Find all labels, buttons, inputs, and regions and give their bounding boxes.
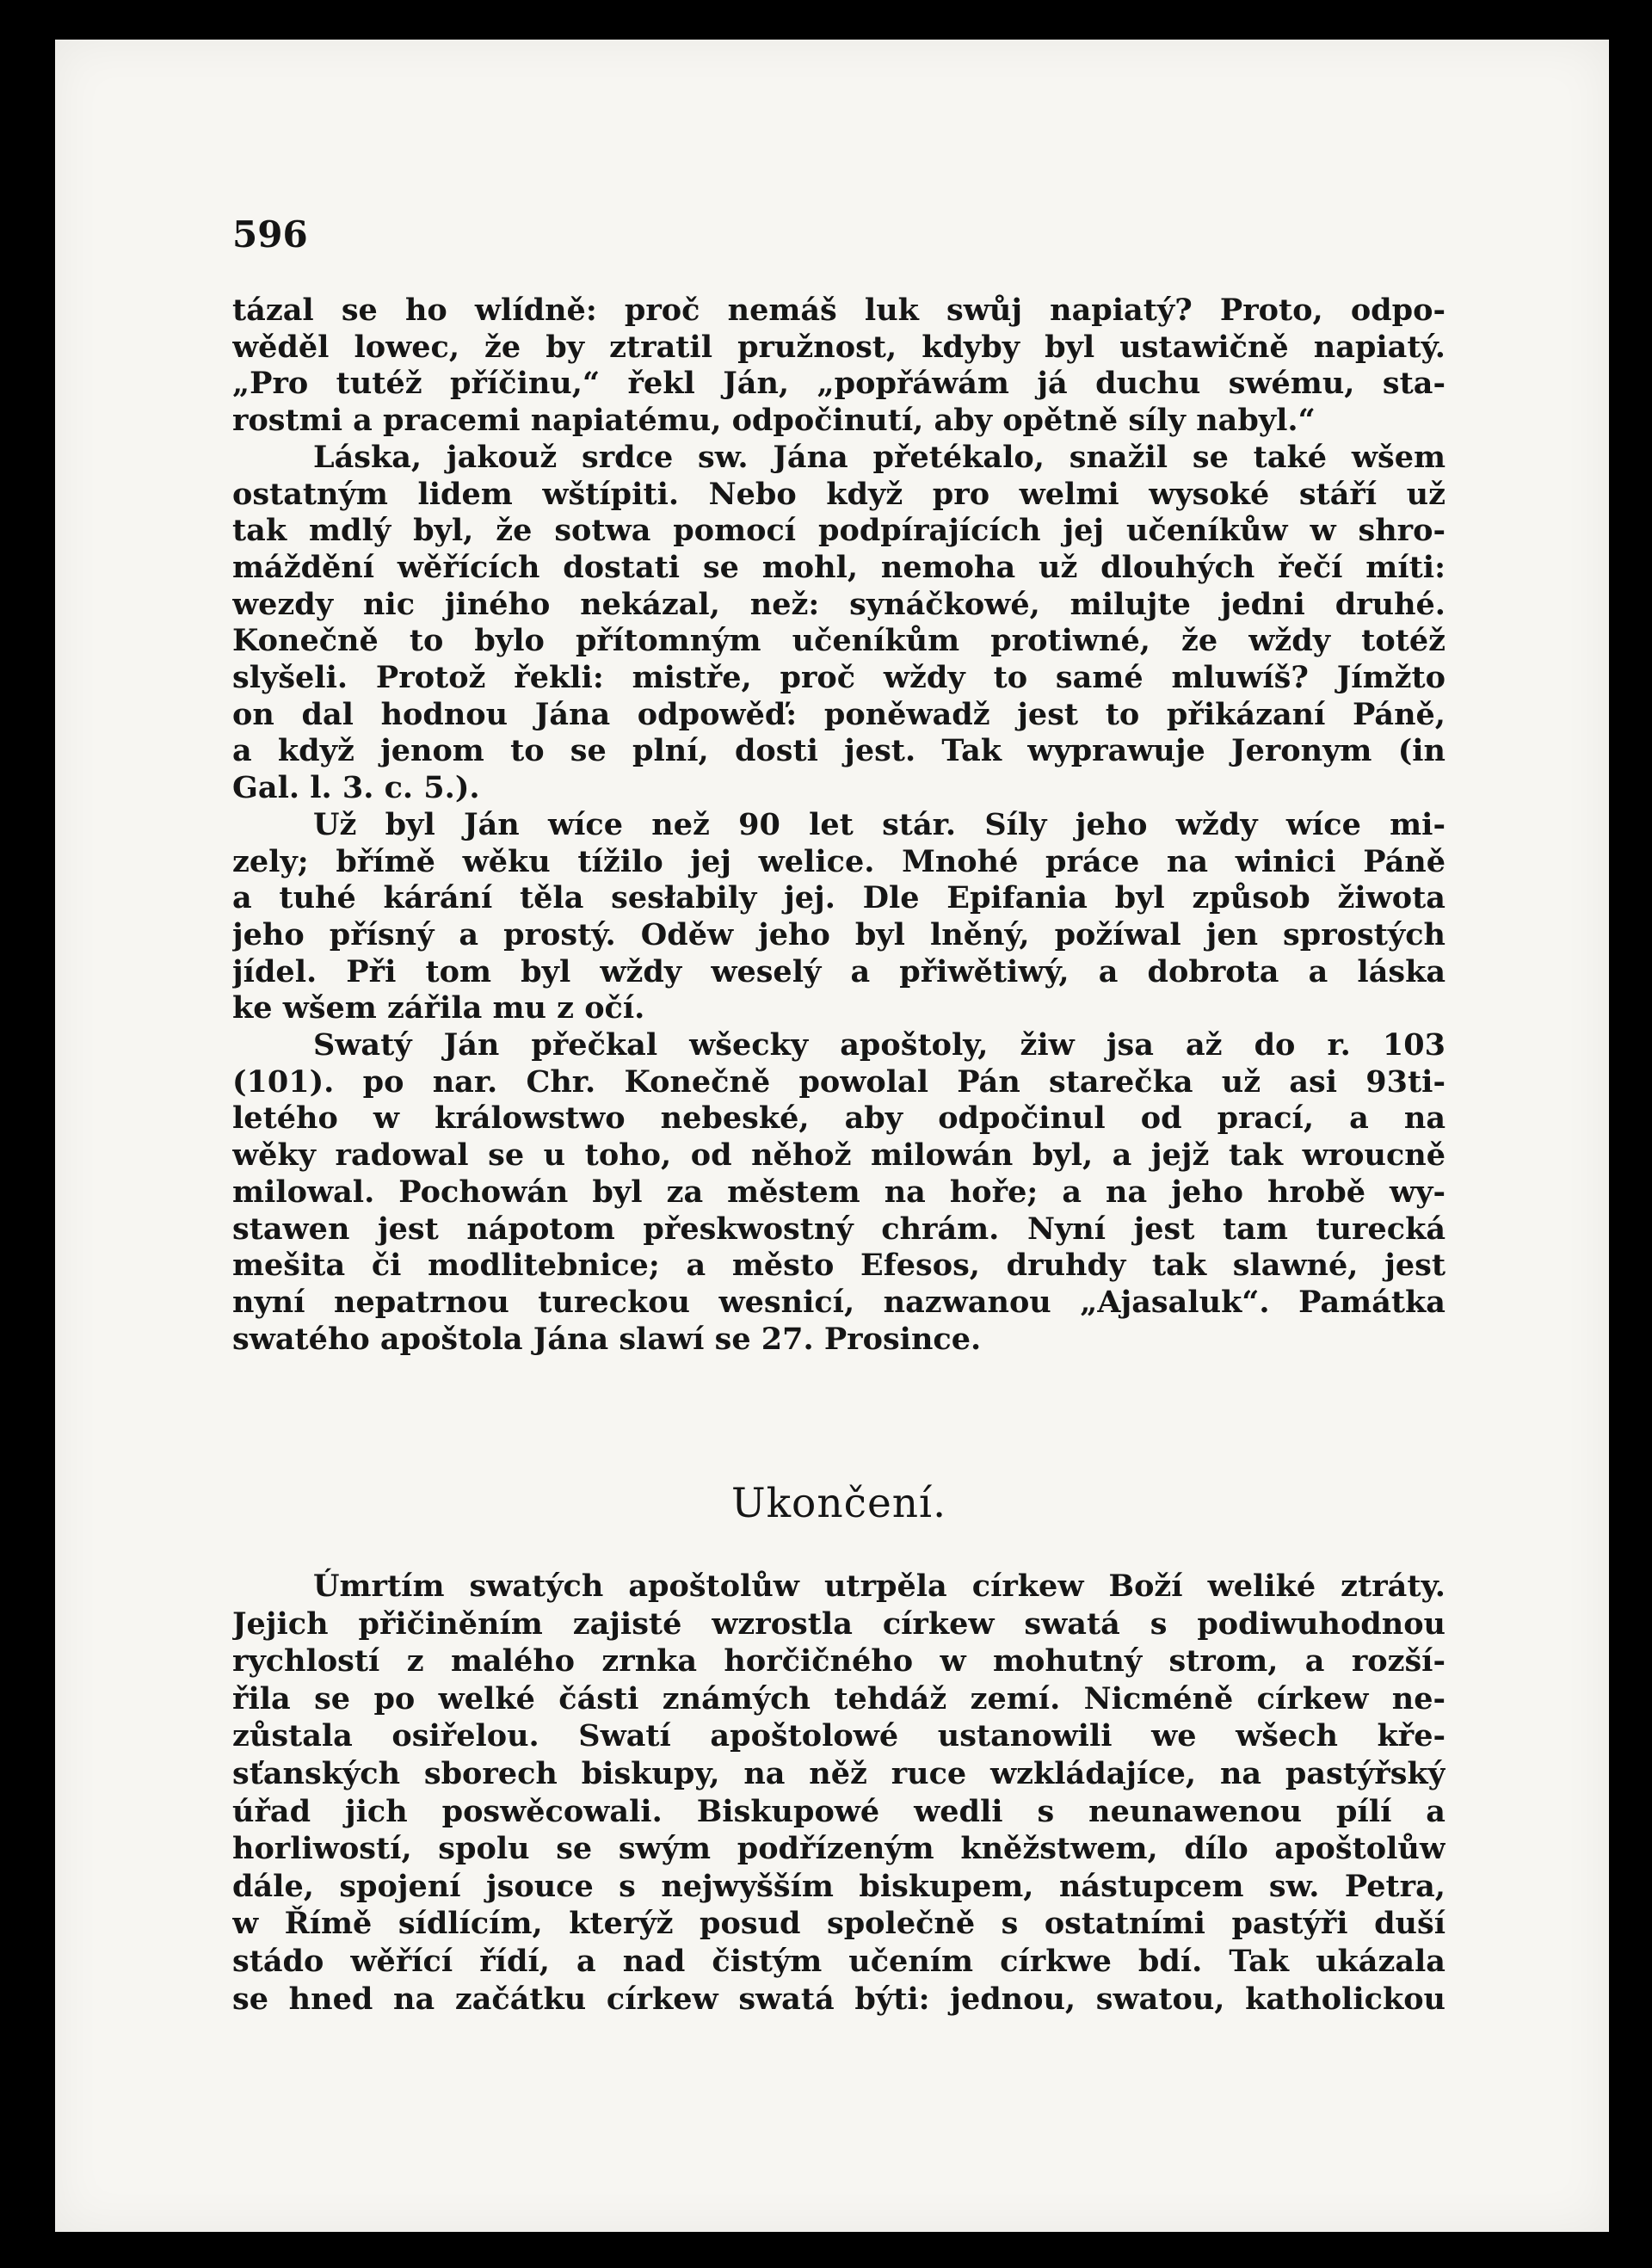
body-text-bottom (232, 1568, 1446, 2018)
text-line: horliwostí, spolu se swým podřízeným kněžstwem, dílo apoštolůw (232, 1831, 1446, 1867)
page-number: 596 (232, 213, 308, 256)
text-line: zely; břímě wěku tížilo jej welice. Mnohé práce na winici Páně (232, 843, 1446, 879)
text-line: Gal. l. 3. c. 5.). (232, 770, 480, 806)
text-line: a tuhé kárání těla sesłabily jej. Dle Epifania byl způsob žiwota (232, 880, 1446, 916)
text-line: Jejich přičiněním zajisté wzrostla církew swatá s podiwuhodnou (232, 1605, 1446, 1642)
text-line: „Pro tutéž příčinu,“ řekl Ján, „popřáwám já duchu swému, sta- (232, 366, 1446, 402)
text-line: sťanských sborech biskupy, na něž ruce wzkládajíce, na pastýřský (232, 1755, 1446, 1791)
text-line: ostatným lidem wštípiti. Nebo když pro welmi wysoké stáří už (232, 476, 1446, 512)
text-line: Swatý Ján přečkal wšecky apoštoly, žiw jsa až do r. 103 (313, 1027, 1446, 1063)
text-line: máždění wěřících dostati se mohl, nemoha už dlouhých řečí míti: (232, 549, 1446, 585)
text-line: zůstala osiřelou. Swatí apoštolowé ustanowili we wšech kře- (232, 1718, 1446, 1754)
text-line: Láska, jakouž srdce sw. Jána přetékalo, snažil se také wšem (313, 439, 1446, 475)
text-line: stawen jest nápotom přeskwostný chrám. Nyní jest tam turecká (232, 1211, 1446, 1247)
text-line: tak mdlý byl, že sotwa pomocí podpírajících jej učeníkůw w shro- (232, 513, 1446, 549)
text-line: letého w králowstwo nebeské, aby odpočinul od prací, a na (232, 1100, 1446, 1137)
text-line: dále, spojení jsouce s nejwyšším biskupem, nástupcem sw. Petra, (232, 1868, 1446, 1904)
body-text-top (232, 293, 1446, 1358)
text-line: Úmrtím swatých apoštolůw utrpěla církew Boží weliké ztráty. (313, 1568, 1446, 1604)
text-line: nyní nepatrnou tureckou wesnicí, nazwanou „Ajasaluk“. Památka (232, 1284, 1446, 1320)
text-line: mešita či modlitebnice; a město Efesos, druhdy tak slawné, jest (232, 1248, 1446, 1284)
text-line: jídel. Při tom byl wždy weselý a přiwětiwý, a dobrota a láska (232, 953, 1446, 989)
text-line: on dal hodnou Jána odpowěď: poněwadž jest to přikázaní Páně, (232, 696, 1446, 732)
text-line: wěděl lowec, že by ztratil pružnost, kdyby byl ustawičně napiatý. (232, 329, 1446, 365)
text-line: (101). po nar. Chr. Konečně powolal Pán starečka už asi 93ti- (232, 1063, 1446, 1100)
text-line: milowal. Pochowán byl za městem na hoře; a na jeho hrobě wy- (232, 1174, 1446, 1210)
text-line: tázal se ho wlídně: proč nemáš luk swůj napiatý? Proto, odpo- (232, 293, 1446, 328)
text-line: Konečně to bylo přítomným učeníkům protiwné, že wždy totéž (232, 623, 1446, 659)
text-line: wěky radowal se u toho, od něhož milowán byl, a jejž tak wroucně (232, 1137, 1446, 1174)
text-line: rychlostí z malého zrnka horčičného w mohutný strom, a rozší- (232, 1643, 1446, 1679)
text-line: swatého apoštola Jána slawí se 27. Prosince. (232, 1321, 982, 1357)
text-line: wezdy nic jiného nekázal, než: synáčkowé, milujte jedni druhé. (232, 586, 1446, 622)
text-line: slyšeli. Protož řekli: mistře, proč wždy to samé mluwíš? Jímžto (232, 660, 1446, 696)
text-line: w Římě sídlícím, kterýž posud společně s ostatními pastýři duší (232, 1906, 1446, 1942)
text-line: a když jenom to se plní, dosti jest. Tak wyprawuje Jeronym (in (232, 733, 1446, 769)
text-line: Už byl Ján wíce než 90 let stár. Síly jeho wždy wíce mi- (313, 806, 1446, 842)
text-line: se hned na začátku církew swatá býti: jednou, swatou, katholickou (232, 1981, 1446, 2017)
text-line: ke wšem zářila mu z očí. (232, 990, 645, 1026)
section-heading: Ukončení. (730, 1480, 947, 1527)
text-line: řila se po welké části známých tehdáž zemí. Nicméně církew ne- (232, 1680, 1446, 1716)
text-line: stádo wěřící řídí, a nad čistým učením církwe bdí. Tak ukázala (232, 1943, 1446, 1979)
text-line: rostmi a pracemi napiatému, odpočinutí, aby opětně síly nabyl.“ (232, 403, 1316, 439)
text-line: úřad jich poswěcowali. Biskupowé wedli s neunawenou pílí a (232, 1793, 1446, 1829)
text-line: jeho přísný a prostý. Oděw jeho byl lněný, požíwal jen sprostých (232, 916, 1446, 952)
